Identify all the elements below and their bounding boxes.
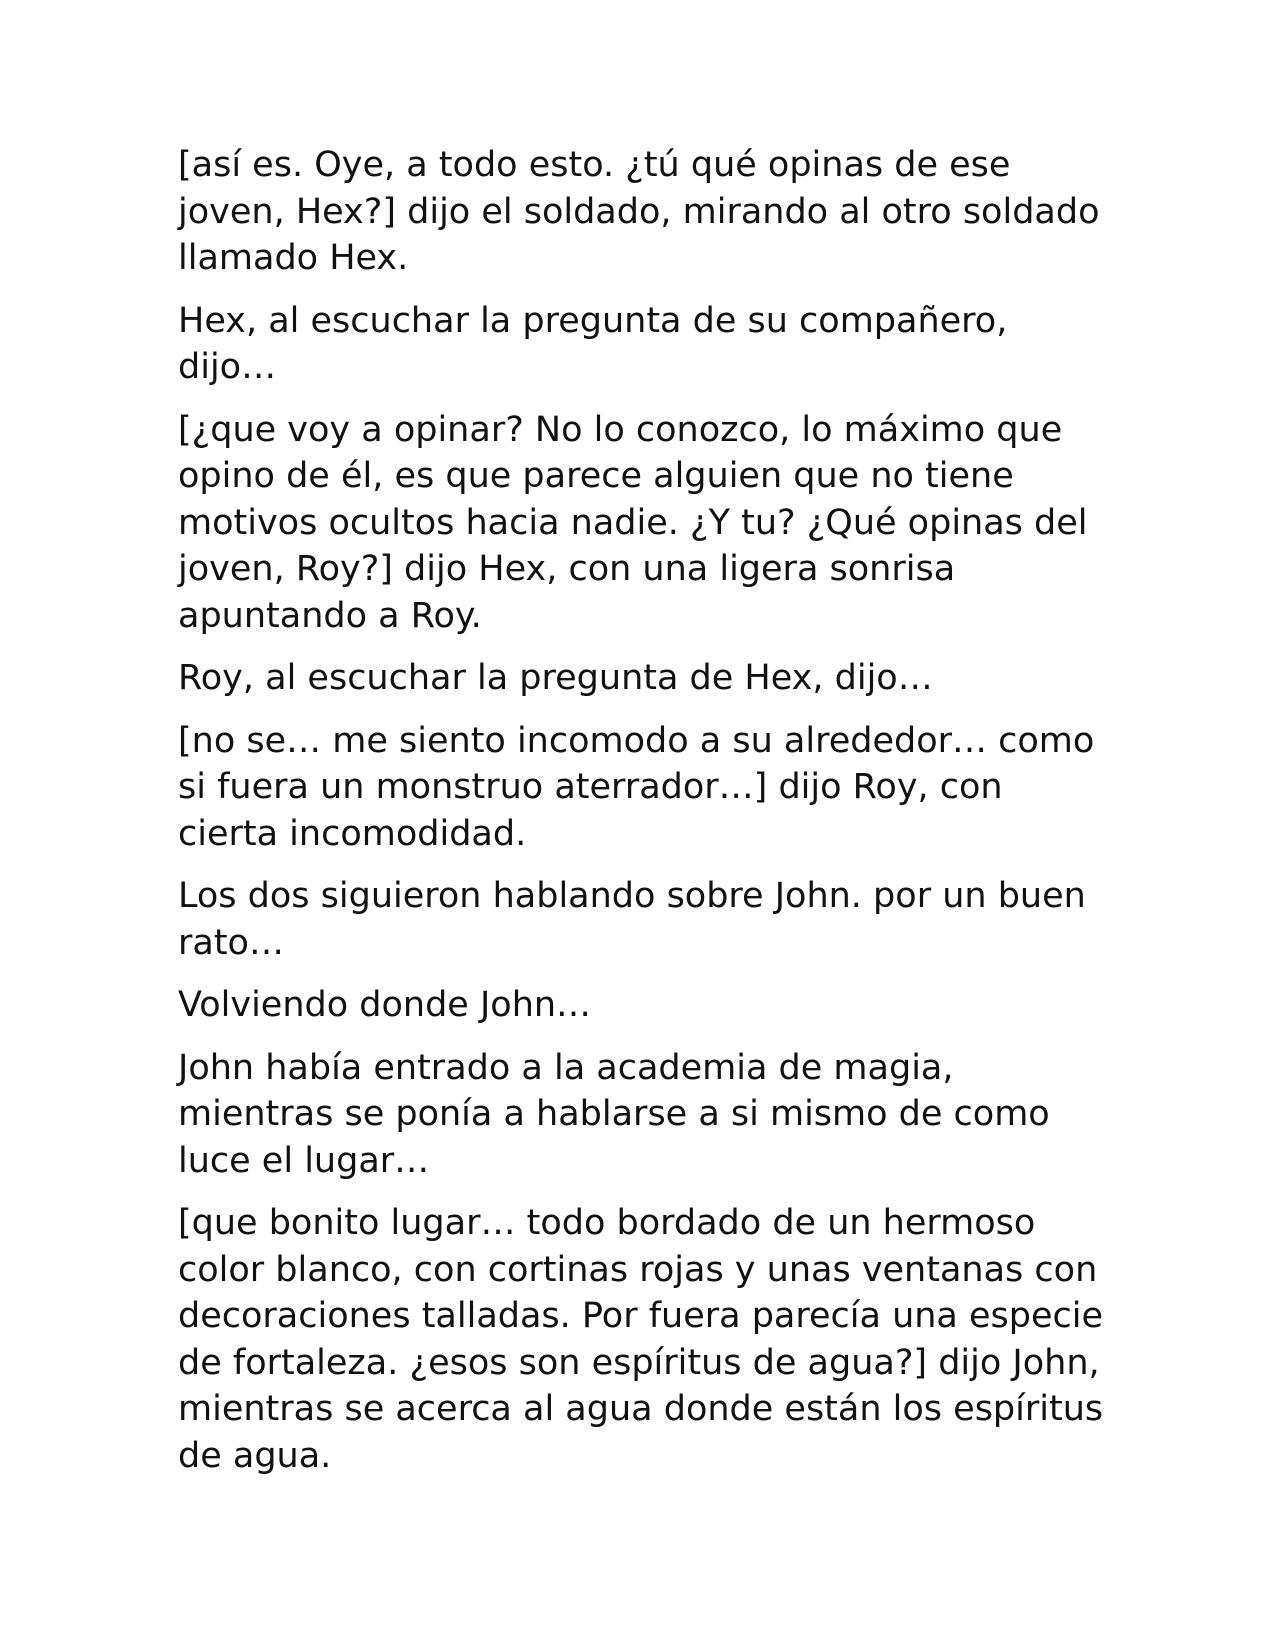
- paragraph: [así es. Oye, a todo esto. ¿tú qué opinas de ese joven, Hex?] dijo el soldado, mirando al otro soldado llamado Hex.: [178, 145, 1100, 278]
- paragraph: Hex, al escuchar la pregunta de su compañero, dijo…: [178, 300, 1008, 387]
- paragraph: [que bonito lugar… todo bordado de un hermoso color blanco, con cortinas rojas y unas ventanas con decoraciones talladas. Por fuera parecía una especie de fortaleza. ¿esos son espíritus de agua?] dijo John, mientras se acerca al agua donde están los espíritus de agua.: [178, 1203, 1104, 1476]
- paragraph: [no se… me siento incomodo a su alrededor… como si fuera un monstruo aterrador…] dijo Roy, con cierta incomodidad.: [178, 720, 1095, 854]
- paragraph: Los dos siguieron hablando sobre John. por un buen rato…: [178, 876, 1086, 963]
- paragraph: [¿que voy a opinar? No lo conozco, lo máximo que opino de él, es que parece alguien que no tiene motivos ocultos hacia nadie. ¿Y tu? ¿Qué opinas del joven, Roy?] dijo Hex, con una ligera sonrisa apuntando a Roy.: [178, 409, 1088, 636]
- body-text: [178, 142, 1108, 1495]
- paragraph: Volviendo donde John…: [178, 985, 592, 1025]
- paragraph: John había entrado a la academia de magia, mientras se ponía a hablarse a si mismo de como luce el lugar…: [178, 1047, 1050, 1181]
- paragraph: Roy, al escuchar la pregunta de Hex, dijo…: [178, 658, 933, 698]
